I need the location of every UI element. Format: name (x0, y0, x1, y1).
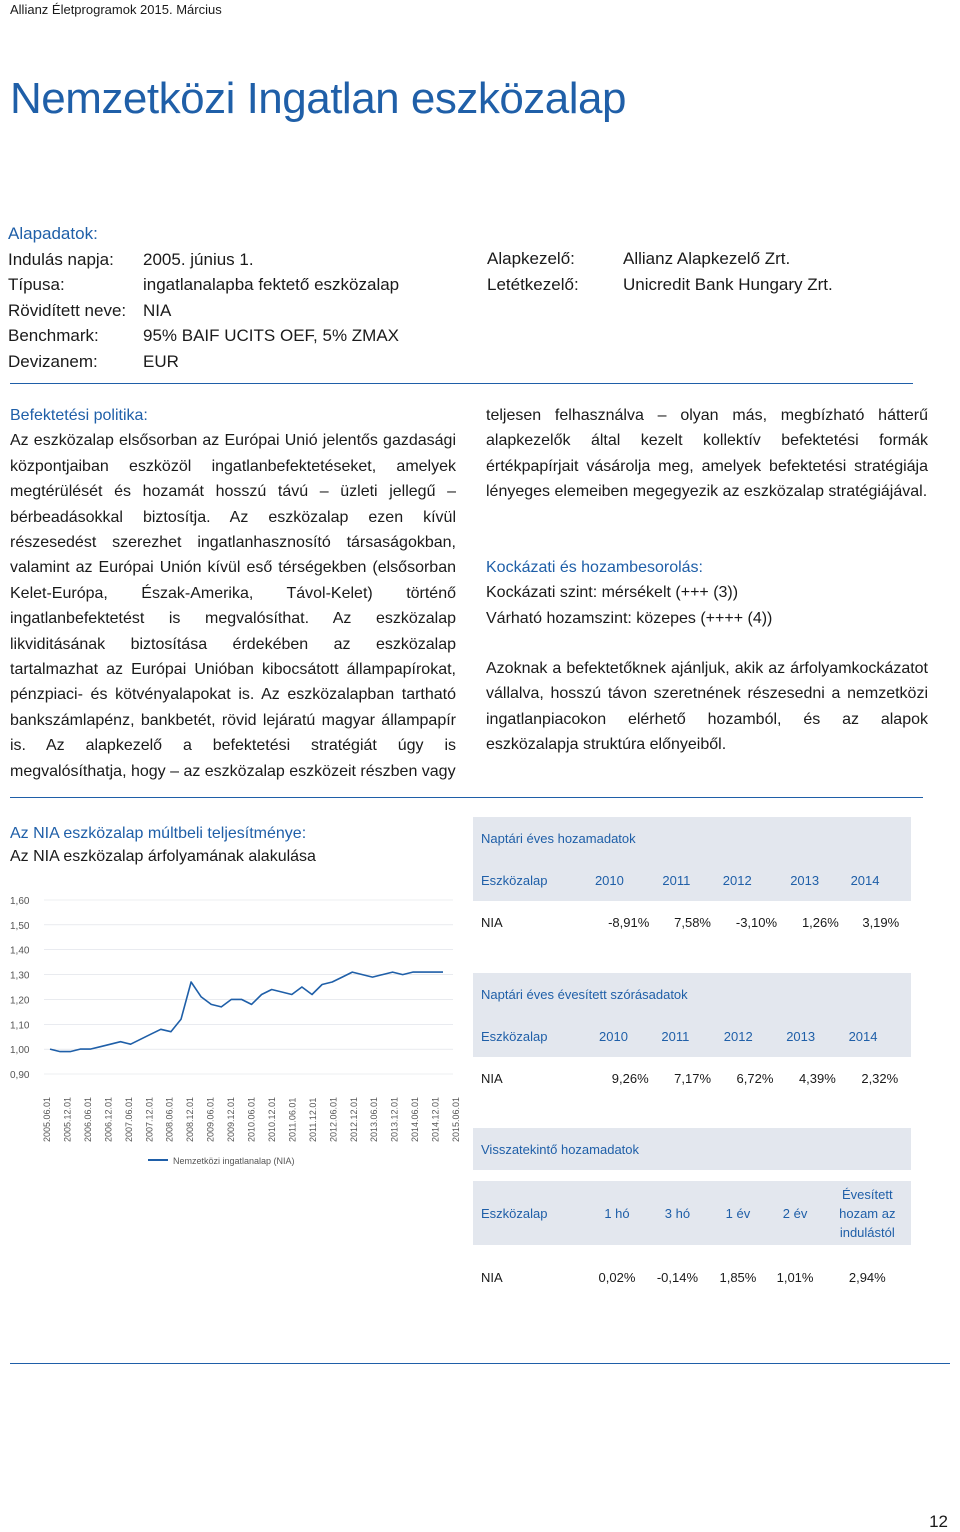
annual-returns-table (473, 817, 911, 943)
table-row (473, 1256, 911, 1298)
basic-data-heading: Alapadatok: (8, 224, 98, 243)
policy-section (10, 403, 456, 784)
page-title: Nemzetközi Ingatlan eszközalap (10, 74, 626, 123)
basic-label: Benchmark: (8, 326, 99, 345)
table-cell: NIA (473, 1057, 599, 1099)
performance-subheading: Az NIA eszközalap árfolyamának alakulása (10, 848, 316, 865)
basic-row (8, 247, 399, 273)
x-tick-label: 2012.06.01 (328, 1096, 339, 1142)
manager-label: Letétkezelő: (487, 274, 579, 294)
basic-label: Típusa: (8, 275, 65, 294)
basic-value: 2005. június 1. (143, 249, 254, 269)
table-title: Naptári éves évesített szórásadatok (473, 973, 911, 1015)
table-cell: 9,26% (599, 1057, 661, 1099)
y-tick-label: 1,40 (10, 945, 30, 957)
manager-row (487, 246, 833, 272)
table-header-row (473, 1181, 911, 1245)
table-title: Visszatekintő hozamadatok (473, 1128, 911, 1170)
manager-row (487, 272, 833, 298)
table-header-cell: 1 hó (588, 1181, 645, 1245)
table-header-cell: Eszközalap (473, 1015, 599, 1057)
x-tick-label: 2010.12.01 (266, 1096, 277, 1142)
table-header-cell: 2010 (599, 1015, 661, 1057)
table-cell: -0,14% (646, 1256, 710, 1298)
table-header-cell: Eszközalap (473, 1181, 588, 1245)
y-tick-label: 1,20 (10, 995, 30, 1007)
manager-label: Alapkezelő: (487, 249, 575, 268)
basic-value: ingatlanalapba fektető eszközalap (143, 275, 400, 294)
policy-continued (486, 403, 928, 505)
policy-text: Az eszközalap elsősorban az Európai Unió jelentős gazdasági központjaiban eszközöl ingatlanbefektetéseket, amelyek megtérülését és hozamát hosszú távú – üzleti jellegű – bérbeadásokkal biztosítja. Az eszközalap ezen kívül részesedést szerezhet ingatlanhasznosító társaságokban, valamint az Európai Unión kívül eső térségekben (elsősorban Kelet-Európa, Észak-Amerika, Távol-Kelet) történő ingatlanbefektetést is megvalósíthat. Az eszközalap likviditásának biztosítása érdekében az eszközalap tartalmazhat az Európai Unióban kibocsátott állampapírokat, pénzpiaci- és kötvényalapokat is. Az eszközalapban tartható bankszámlapénz, bankbetét, rövid lejáratú magyar állampapír is. Az alapkezelő a befektetési stratégiát úgy is megvalósíthatja, hogy – az eszközalap eszközeit részben vagy (10, 432, 456, 780)
x-tick-label: 2014.06.01 (410, 1096, 421, 1142)
x-tick-label: 2012.12.01 (348, 1096, 359, 1142)
recommendation-text: Azoknak a befektetőknek ajánljuk, akik az árfolyamkockázatot vállalva, hosszú távon szeretnének részesedni a nemzetközi ingatlanpiacokon elérhető hozamból, és az alapok eszközalapja struktúra előnyeiből. (486, 660, 928, 754)
performance-heading: Az NIA eszközalap múltbeli teljesítménye: (10, 825, 307, 842)
x-tick-label: 2011.12.01 (307, 1097, 318, 1142)
y-tick-label: 1,00 (10, 1045, 30, 1057)
x-tick-label: 2013.12.01 (389, 1096, 400, 1142)
y-tick-label: 1,50 (10, 920, 30, 932)
basic-value: EUR (143, 351, 179, 371)
table-header-cell: 2012 (724, 1015, 786, 1057)
table-header-row (473, 1015, 911, 1057)
table-header-cell (824, 1181, 911, 1245)
table-cell: 2,32% (849, 1057, 911, 1099)
x-tick-label: 2010.06.01 (246, 1096, 257, 1142)
manager-value: Unicredit Bank Hungary Zrt. (623, 274, 833, 294)
basic-data (8, 221, 399, 374)
lookback-returns-table (473, 1128, 911, 1298)
series-line (50, 972, 443, 1052)
x-tick-label: 2009.12.01 (226, 1096, 237, 1142)
basic-row (8, 298, 399, 324)
table-spacer (473, 1170, 911, 1181)
manager-value: Allianz Alapkezelő Zrt. (623, 249, 791, 268)
x-tick-label: 2014.12.01 (430, 1096, 441, 1142)
manager-data (487, 246, 833, 297)
basic-value: 95% BAIF UCITS OEF, 5% ZMAX (143, 326, 400, 345)
basic-row (8, 272, 399, 298)
table-cell: 1,01% (766, 1256, 823, 1298)
basic-row (8, 349, 399, 375)
x-tick-label: 2011.06.01 (287, 1097, 298, 1142)
return-level: Várható hozamszint: közepes (++++ (4)) (486, 609, 773, 627)
table-header-cell: 3 hó (646, 1181, 710, 1245)
table-header-cell: 2014 (851, 859, 911, 901)
table-cell: 2,94% (824, 1256, 911, 1298)
basic-row (8, 323, 399, 349)
basic-label: Indulás napja: (8, 249, 114, 269)
x-tick-label: 2008.06.01 (164, 1096, 175, 1142)
running-header: Allianz Életprogramok 2015. Március (10, 2, 222, 17)
performance-heading-block (10, 822, 316, 868)
table-header-cell: 1 év (709, 1181, 766, 1245)
basic-label: Devizanem: (8, 351, 98, 371)
price-chart (8, 882, 468, 1178)
x-tick-label: 2015.06.01 (451, 1096, 461, 1142)
table-cell: 4,39% (786, 1057, 848, 1099)
table-header-cell: 2013 (786, 1015, 848, 1057)
policy-heading: Befektetési politika: (10, 407, 148, 424)
x-tick-label: 2005.06.01 (42, 1096, 52, 1142)
table-header-cell: 2011 (662, 859, 722, 901)
table-cell: 0,02% (588, 1256, 645, 1298)
x-tick-label: 2008.12.01 (185, 1096, 196, 1142)
y-tick-label: 0,90 (10, 1070, 30, 1081)
divider (10, 1363, 950, 1364)
divider (10, 383, 913, 384)
table-header-cell: 2013 (790, 859, 850, 901)
table-cell: 6,72% (724, 1057, 786, 1099)
table-spacer (473, 1245, 911, 1256)
table-header-line: indulástól (839, 1224, 895, 1240)
price-chart-svg (8, 882, 468, 1178)
x-tick-label: 2007.06.01 (123, 1096, 134, 1142)
y-tick-label: 1,10 (10, 1020, 30, 1032)
y-tick-label: 1,30 (10, 970, 30, 982)
table-cell: -3,10% (723, 901, 790, 943)
table-title-row (473, 817, 911, 859)
divider (10, 797, 923, 798)
table-header-row (473, 859, 911, 901)
table-title: Naptári éves hozamadatok (473, 817, 911, 859)
table-header-cell: 2 év (766, 1181, 823, 1245)
policy-text-continued: teljesen felhasználva – olyan más, megbízható hátterű alapkezelők által kezelt kollektív befektetési formák értékpapírjait vásárolja meg, amelyek befektetési stratégiája lényeges elemeiben megegyezik az eszközalap stratégiájával. (486, 407, 928, 501)
legend-label: Nemzetközi ingatlanalap (NIA) (173, 1156, 295, 1166)
risk-section (486, 555, 928, 631)
page-number: 12 (929, 1512, 948, 1531)
table-cell: NIA (473, 901, 595, 943)
risk-level: Kockázati szint: mérsékelt (+++ (3)) (486, 584, 739, 602)
basic-value: NIA (143, 300, 172, 320)
table-header-cell: 2011 (661, 1015, 723, 1057)
table-cell: 7,17% (661, 1057, 723, 1099)
volatility-table (473, 973, 911, 1099)
x-tick-label: 2006.12.01 (103, 1096, 114, 1142)
table-title-row (473, 1128, 911, 1170)
x-tick-label: 2006.06.01 (82, 1096, 93, 1142)
table-header-cell: 2014 (849, 1015, 911, 1057)
table-cell: -8,91% (595, 901, 662, 943)
risk-heading: Kockázati és hozambesorolás: (486, 559, 703, 576)
x-tick-label: 2013.06.01 (369, 1096, 380, 1142)
recommendation-section (486, 656, 928, 758)
table-cell: 7,58% (662, 901, 722, 943)
table-cell: NIA (473, 1256, 588, 1298)
table-title-row (473, 973, 911, 1015)
table-header-line: hozam az (839, 1205, 896, 1221)
table-cell: 3,19% (851, 901, 911, 943)
table-row (473, 1057, 911, 1099)
table-cell: 1,26% (790, 901, 850, 943)
table-row (473, 901, 911, 943)
x-tick-label: 2007.12.01 (144, 1096, 155, 1142)
table-header-cell: Eszközalap (473, 859, 595, 901)
table-header-cell: 2012 (723, 859, 790, 901)
x-tick-label: 2005.12.01 (62, 1096, 73, 1142)
basic-label: Rövidített neve: (8, 300, 127, 320)
table-header-cell: 2010 (595, 859, 662, 901)
y-tick-label: 1,60 (10, 896, 30, 907)
table-header-line: Évesített (842, 1186, 893, 1202)
table-cell: 1,85% (709, 1256, 766, 1298)
x-tick-label: 2009.06.01 (205, 1096, 216, 1142)
